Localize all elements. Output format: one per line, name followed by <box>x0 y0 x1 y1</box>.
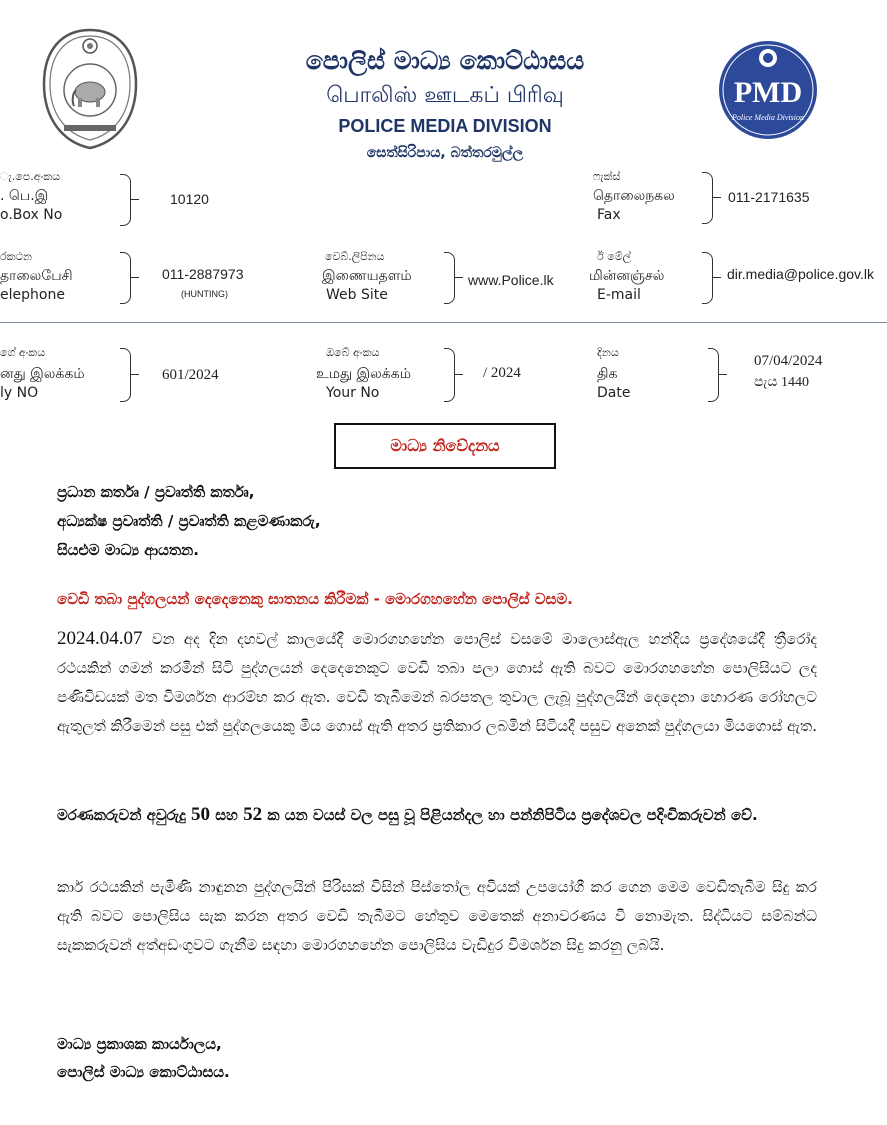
fax-label-si: ෆැක්ස් <box>593 170 621 183</box>
my-no-value: 601/2024 <box>162 367 219 383</box>
web-label-en: Web Site <box>326 287 388 303</box>
address-line: සෙත්සිරිපාය, බත්තරමුල්ල <box>366 145 524 161</box>
date-label-si: දිනය <box>597 346 619 359</box>
fax-label-en: Fax <box>597 207 621 223</box>
paragraph-2-part-a: මරණකරුවන් අවුරුදු <box>57 806 192 824</box>
email-label-ta: மின்னஞ்சல் <box>589 268 665 284</box>
age-1: 50 <box>191 804 211 825</box>
paragraph-2-part-c: ක යන වයස් වල පසු වූ පිළියන්දල හා පන්නිපිටිය ප්‍රදේශවල පදිංචිකරුවන් වේ. <box>262 806 758 824</box>
headline: වෙඩි තබා පුද්ගලයන් දෙදෙනෙකු ඝාතනය කිරීමක් - මොරගහහේන පොලිස් වසම. <box>57 590 573 608</box>
paragraph-3: කාර් රථයකින් පැමිණි නාඳුනන පුද්ගලයින් පිරිසක් විසින් පිස්තෝල අවියක් උපයෝගී කර ගෙන මෙම වෙඩිතැබීම සිදු කර ඇති බවට පොලිසිය සැක කරන අතර වෙඩි තැබීමට හේතුව මෙතෙක් අනාවරණය වී නොමැත. සිද්ධියට සම්බන්ධ සැකකරුවන් අත්අඩංගුවට ගැනීම සඳහා මොරගහහේන පොලිසිය වැඩිදුර විමර්ශන සිදු කරනු ලබයි. <box>57 878 817 954</box>
police-emblem-logo <box>40 28 140 150</box>
phone-label-si: රකථන <box>0 250 32 263</box>
pmd-logo <box>714 40 822 140</box>
my-no-label-en: ly NO <box>0 385 39 401</box>
fax-value: 011-2171635 <box>728 189 810 205</box>
pobox-label-si: ැ.පෙ.අංකය <box>0 170 61 183</box>
paragraph-1 <box>57 624 817 741</box>
web-label-si: වෙබ්.ලිපිනය <box>325 250 385 263</box>
web-value[interactable]: www.Police.lk <box>468 272 554 288</box>
addressee-line-2: අධ්‍යක්ෂ ප්‍රවෘත්ති / ප්‍රවෘත්ති කළමණාකරු, <box>57 512 321 530</box>
pobox-label-en: o.Box No <box>0 207 63 223</box>
media-release-title: මාධ්‍ය නිවේදනය <box>390 436 500 455</box>
date-value: 07/04/2024 <box>754 353 823 369</box>
your-no-label-si: ඔබේ අංකය <box>326 346 380 359</box>
addressee-line-1: ප්‍රධාන කර්තෘ / ප්‍රවෘත්ති කර්තෘ, <box>57 483 255 501</box>
header-divider <box>0 322 887 323</box>
media-release-title-box <box>334 423 556 469</box>
email-label-en: E-mail <box>597 287 641 303</box>
phone-label-ta: தாலைபேசி <box>0 268 73 284</box>
email-label-si: ඊ මේල් <box>597 250 632 263</box>
fax-label-ta: தொலைநகல <box>593 188 675 204</box>
your-no-value: / 2024 <box>483 365 521 381</box>
email-value[interactable]: dir.media@police.gov.lk <box>727 266 875 282</box>
title-tamil: பொலிஸ் ஊடகப் பிரிவு <box>326 83 564 108</box>
age-2: 52 <box>243 804 263 825</box>
your-no-label-ta: உமது இலக்கம் <box>316 366 411 382</box>
pobox-value: 10120 <box>170 191 209 207</box>
pmd-logo-caption: Police Media Division <box>732 113 804 122</box>
phone-value: 011-2887973 <box>162 266 244 282</box>
time-value: පැය 1440 <box>754 375 809 390</box>
phone-label-en: elephone <box>0 287 65 303</box>
pobox-label-ta: . பெ.இ <box>0 188 49 204</box>
my-no-label-ta: னது இலக்கம் <box>0 366 85 382</box>
pmd-logo-text: PMD <box>733 76 803 109</box>
signature-line-2: පොලිස් මාධ්‍ය කොට්ඨාසය. <box>57 1063 230 1081</box>
your-no-label-en: Your No <box>326 385 380 401</box>
phone-hunting-note: (HUNTING) <box>181 289 228 299</box>
date-label-ta: திக <box>597 366 618 382</box>
incident-date: 2024.04.07 <box>57 628 143 649</box>
signature-line-1: මාධ්‍ය ප්‍රකාශක කාර්යාලය, <box>57 1035 222 1053</box>
paragraph-1-text: වන අද දින දහවල් කාලයේදී මොරගහහේන පොලිස් වසමේ මාලොස්ඇල හන්දිය ප්‍රදේශයේදී ත්‍රීරෝද රථයකින් ගමන් කරමින් සිටි පුද්ගලයන් දෙදෙනෙකුට වෙඩි තබා පලා ගොස් ඇති බවට මොරගහහේන පොලිසියට ලද පණිවිඩයක් මත විමර්ශන ආරම්භ කර ඇත. වෙඩි තැබීමෙන් බරපතල තුවාල ලැබූ පුද්ගලයින් දෙදෙනා හොරණ රෝහලට ඇතුලත් කිරීමෙන් පසු එක් පුද්ගලයෙකු මිය ගොස් ඇති අතර ප්‍රතිකාර ලබමින් සිටියදී පසුව අනෙක් පුද්ගලයා මියගොස් ඇත. <box>57 630 817 735</box>
title-english: POLICE MEDIA DIVISION <box>338 116 552 136</box>
paragraph-2 <box>57 800 817 830</box>
web-label-ta: இணையதளம் <box>322 268 412 284</box>
addressee-line-3: සියළුම මාධ්‍ය ආයතන. <box>57 541 199 559</box>
date-label-en: Date <box>597 385 631 401</box>
my-no-label-si: ගේ අංකය <box>0 346 46 359</box>
paragraph-2-part-b: සහ <box>210 806 244 824</box>
title-sinhala: පොලිස් මාධ්‍ය කොට්ඨාසය <box>305 46 585 75</box>
